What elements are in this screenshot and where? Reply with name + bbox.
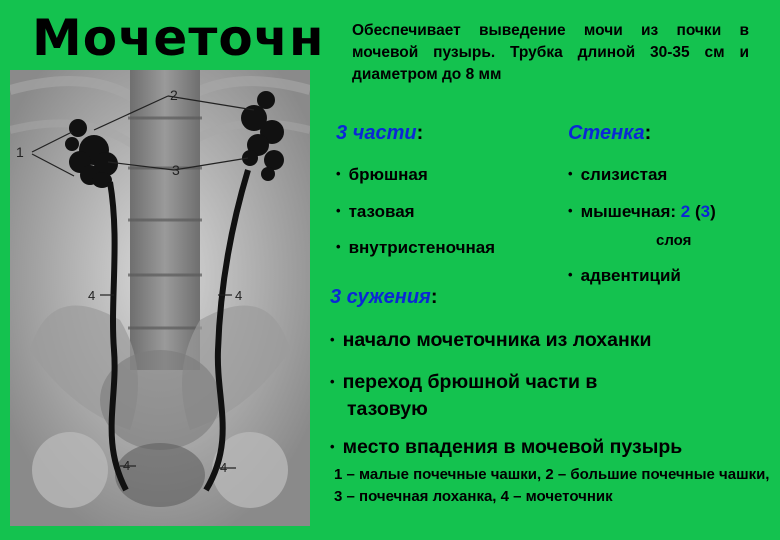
wall-item: • адвентиций	[568, 266, 681, 285]
wall-item: • слизистая	[568, 165, 668, 184]
parts-item: • тазовая	[336, 202, 415, 221]
xray-label-4-right-upper: 4	[235, 288, 243, 303]
narrowing-item: • переход брюшной части в	[330, 371, 598, 393]
xray-label-1: 1	[16, 144, 24, 160]
xray-label-4-left-upper: 4	[88, 288, 96, 303]
wall-heading: Стенка:	[568, 122, 652, 144]
ureter-description: Обеспечивает выведение мочи из почки в мочевой пузырь. Трубка длиной 30-35 см и диаметром до 8 мм	[352, 22, 749, 83]
parts-item: • брюшная	[336, 165, 428, 184]
xray-label-2: 2	[170, 87, 178, 103]
narrowing-item: • начало мочеточника из лоханки	[330, 329, 652, 351]
wall-item-muscle: • мышечная: 2 (3)	[568, 202, 716, 221]
ureter-xray-image	[10, 70, 310, 526]
muscle-layers-word: слоя	[656, 232, 692, 249]
parts-heading: 3 части:	[336, 122, 424, 144]
narrowing-item-continuation: тазовую	[347, 398, 428, 420]
parts-item: • внутристеночная	[336, 238, 496, 257]
xray-label-4-right-lower: 4	[220, 460, 228, 475]
xray-label-4-left-lower: 4	[123, 458, 131, 473]
xray-drawing	[10, 70, 310, 526]
narrowing-item: • место впадения в мочевой пузырь	[330, 436, 683, 458]
xray-label-3: 3	[172, 162, 180, 178]
image-legend: 1 – малые почечные чашки, 2 – большие почечные чашки, 3 – почечная лоханка, 4 – мочеточник	[334, 466, 770, 505]
narrowings-heading: 3 сужения:	[330, 286, 438, 308]
slide-title: Мочеточн	[32, 9, 325, 67]
